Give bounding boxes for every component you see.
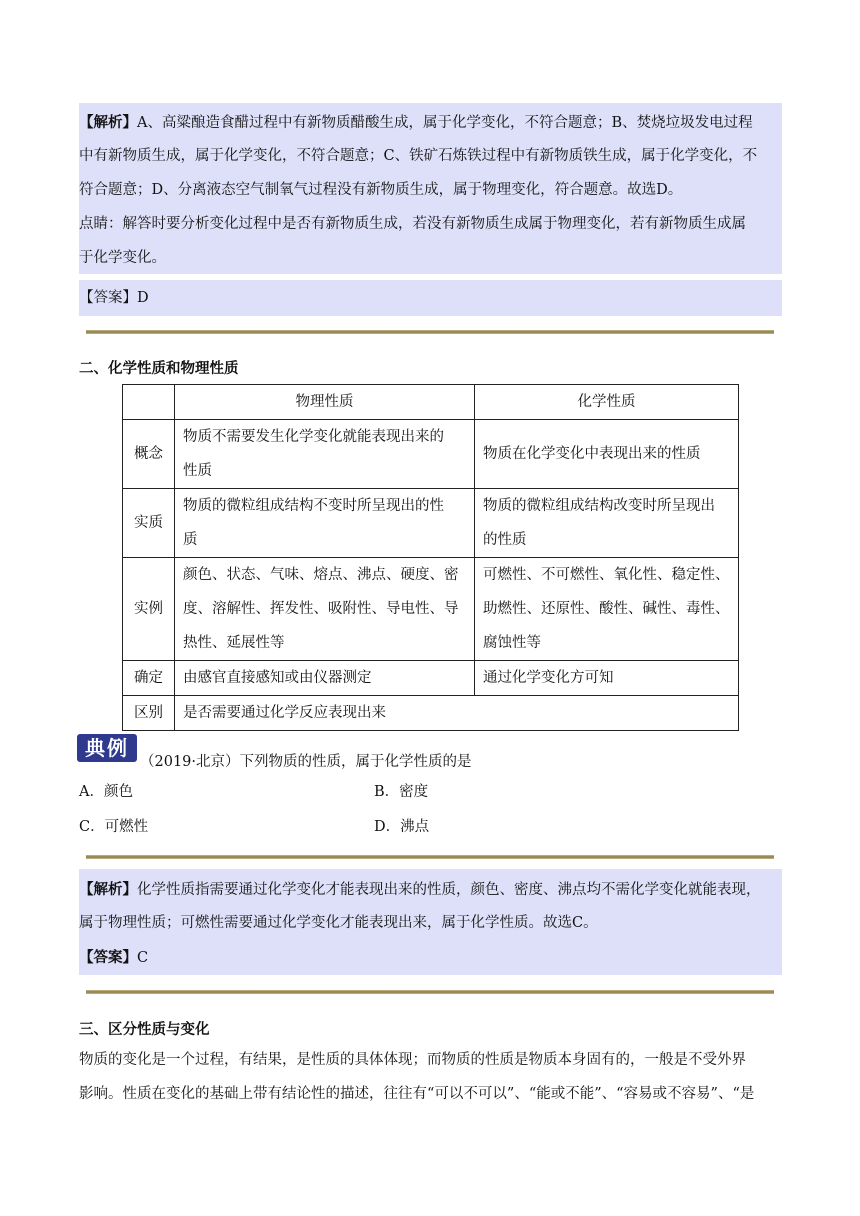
analysis-1-line-4: 点睛：解答时要分析变化过程中是否有新物质生成，若没有新物质生成属于物理变化，若有新物质生成属 <box>79 216 746 232</box>
table-header-physical: 物理性质 <box>175 385 475 420</box>
section-3-line-2: 影响。性质在变化的基础上带有结论性的描述，往往有“可以不可以”、“能或不能”、“容易或不容易”、“是 <box>79 1086 755 1102</box>
property-table <box>122 384 739 731</box>
analysis-1-label: 【解析】 <box>79 114 137 131</box>
table-row: 实质 物质的微粒组成结构不变时所呈现出的性 质 物质的微粒组成结构改变时所呈现出 的性质 <box>123 489 739 558</box>
analysis-1-line-3: 符合题意；D、分离液态空气制氧气过程没有新物质生成，属于物理变化，符合题意。故选D。 <box>79 182 683 198</box>
analysis-box-2 <box>79 869 782 975</box>
analysis-2-line-1: 【解析】化学性质指需要通过化学变化才能表现出来的性质，颜色、密度、沸点均不需化学变化就能表现， <box>79 881 761 898</box>
analysis-1-line-2: 中有新物质生成，属于化学变化，不符合题意；C、铁矿石炼铁过程中有新物质铁生成，属于化学变化，不 <box>79 148 758 164</box>
table-corner <box>123 385 175 420</box>
answer-box-1 <box>79 280 782 316</box>
table-row: 确定 由感官直接感知或由仪器测定 通过化学变化方可知 <box>123 661 739 696</box>
section-3-title: 三、区分性质与变化 <box>79 1022 210 1038</box>
answer-2: 【答案】C <box>79 949 149 966</box>
table-header-chemical: 化学性质 <box>475 385 739 420</box>
answer-1: 【答案】D <box>79 290 149 306</box>
option-d: D．沸点 <box>374 819 430 835</box>
divider-3 <box>86 990 774 994</box>
analysis-2-line-2: 属于物理性质；可燃性需要通过化学变化才能表现出来，属于化学性质。故选C。 <box>79 915 598 931</box>
example-badge: 典例 <box>77 734 137 762</box>
option-a: A．颜色 <box>79 784 133 800</box>
table-row: 实例 颜色、状态、气味、熔点、沸点、硬度、密 度、溶解性、挥发性、吸附性、导电性、导 热性、延展性等 可燃性、不可燃性、氧化性、稳定性、 助燃性、还原性、酸性、碱性、毒性、 腐蚀性等 <box>123 558 739 661</box>
analysis-box-1 <box>79 103 782 274</box>
table-row: 概念 物质不需要发生化学变化就能表现出来的 性质 物质在化学变化中表现出来的性质 <box>123 420 739 489</box>
table-row: 区别 是否需要通过化学反应表现出来 <box>123 696 739 731</box>
analysis-1-line-5: 于化学变化。 <box>79 250 166 266</box>
option-c: C．可燃性 <box>79 819 149 835</box>
option-b: B．密度 <box>374 784 429 800</box>
section-3-line-1: 物质的变化是一个过程，有结果，是性质的具体体现；而物质的性质是物质本身固有的，一般是不受外界 <box>79 1052 746 1068</box>
divider-2 <box>86 855 774 859</box>
section-2-title: 二、化学性质和物理性质 <box>79 361 239 377</box>
example-question: （2019·北京）下列物质的性质，属于化学性质的是 <box>140 754 472 770</box>
divider-1 <box>86 330 774 334</box>
analysis-1-line-1: 【解析】A、高粱酿造食醋过程中有新物质醋酸生成，属于化学变化，不符合题意；B、焚烧垃圾发电过程 <box>79 114 753 131</box>
